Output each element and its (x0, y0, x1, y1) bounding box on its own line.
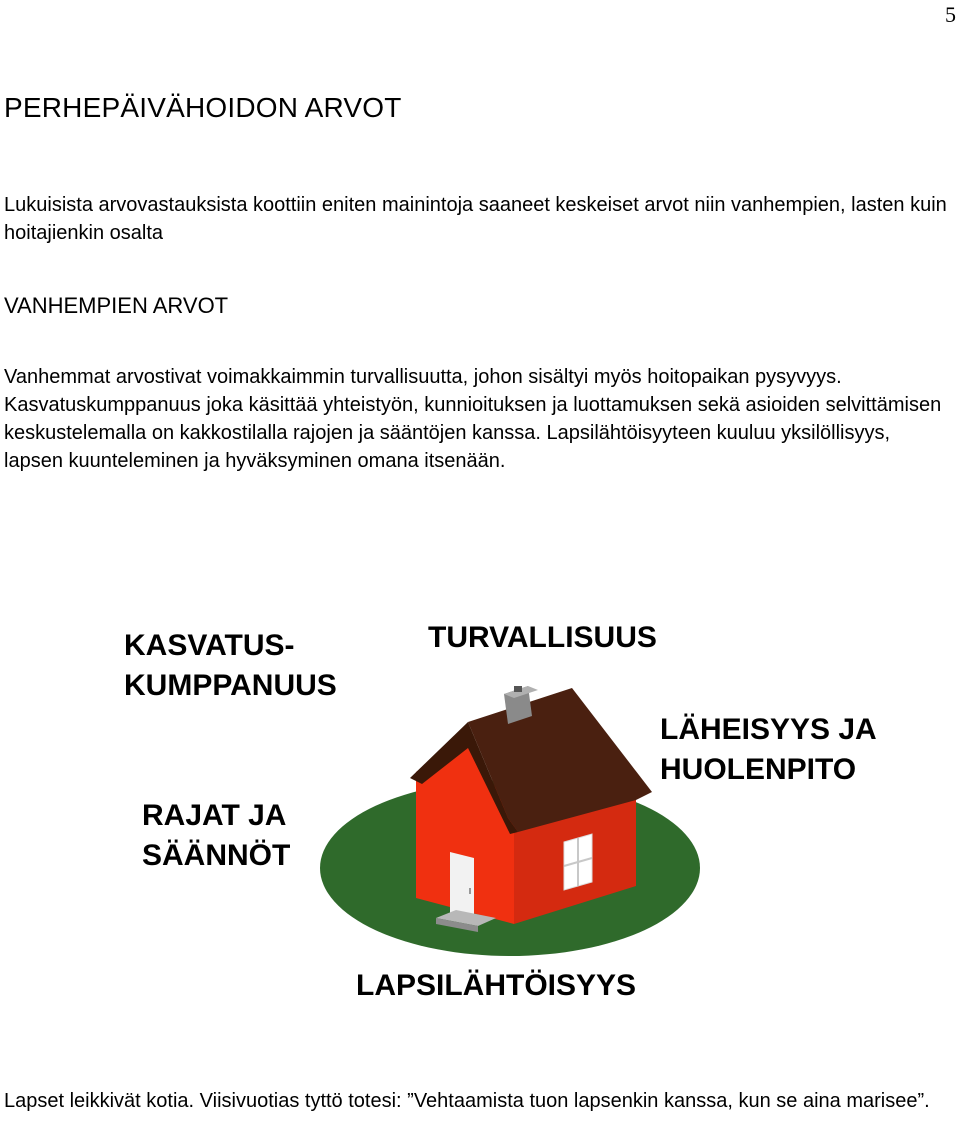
label-kasvatuskumppanuus: KASVATUS- KUMPPANUUS (124, 629, 337, 702)
values-diagram (0, 600, 960, 1020)
label-laheisyys-huolenpito: LÄHEISYYS JA HUOLENPITO (660, 713, 877, 786)
door-icon (450, 852, 474, 920)
intro-paragraph: Lukuisista arvovastauksista koottiin eniten mainintoja saaneet keskeiset arvot niin vanhempien, lasten kuin hoitajienkin osalta (4, 194, 947, 244)
label-turvallisuus: TURVALLISUUS (428, 621, 657, 654)
values-paragraph: Vanhemmat arvostivat voimakkaimmin turvallisuutta, johon sisältyi myös hoitopaikan pysyvyys. Kasvatuskumppanuus joka käsittää yhteistyön, kunnioituksen ja luottamuksen sekä asioiden selvittämisen keskustelemalla on kakkostilalla rajojen ja sääntöjen kanssa. Lapsilähtöisyyteen kuuluu yksilöllisyys, lapsen kuunteleminen ja hyväksyminen omana itsenään. (4, 366, 942, 472)
house-illustration (318, 672, 708, 962)
footer-paragraph: Lapset leikkivät kotia. Viisivuotias tyttö totesi: ”Vehtaamista tuon lapsenkin kanssa, kun se aina marisee”. (4, 1090, 930, 1112)
page-number: 5 (945, 2, 956, 27)
label-lapsilahtoisyys: LAPSILÄHTÖISYYS (356, 969, 637, 1002)
page-title: PERHEPÄIVÄHOIDON ARVOT (4, 92, 402, 123)
section-heading: VANHEMPIEN ARVOT (4, 293, 229, 318)
label-rajat-saannot: RAJAT JA SÄÄNNÖT (142, 799, 291, 872)
